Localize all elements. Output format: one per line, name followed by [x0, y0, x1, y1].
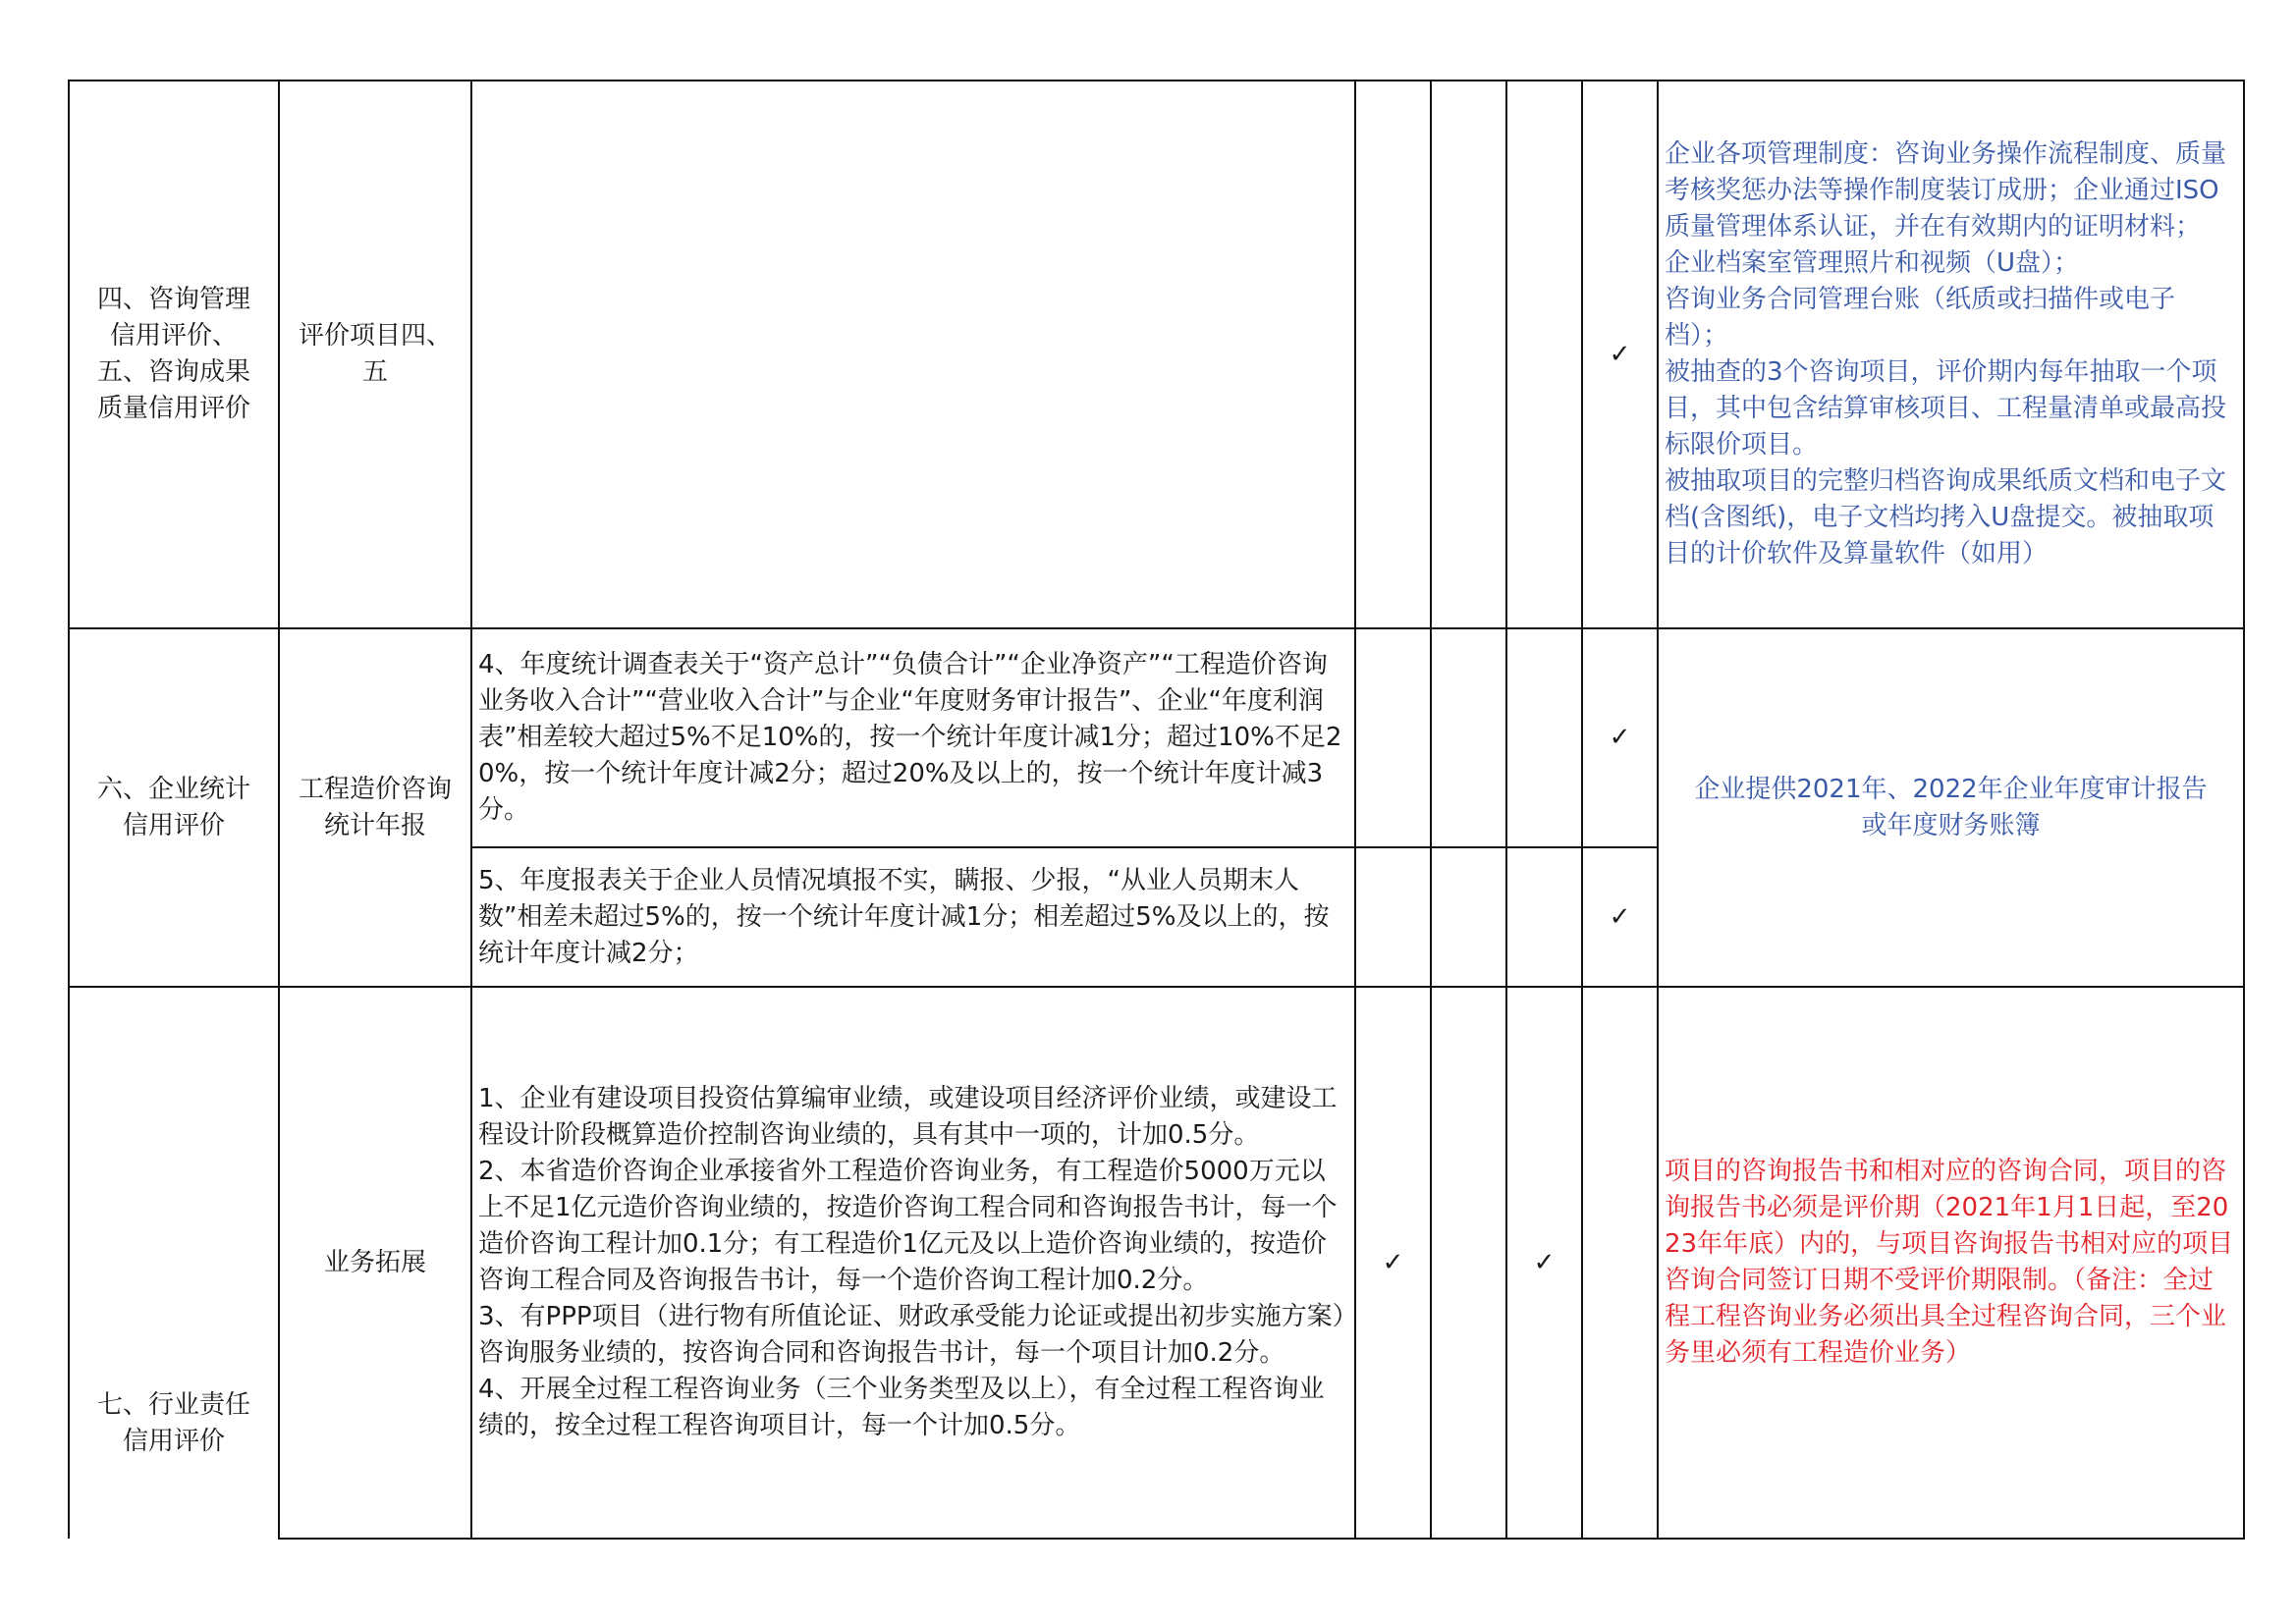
criteria-cell-statistics-5: 5、年度报表关于企业人员情况填报不实，瞒报、少报，“从业人员期末人数”相差未超过5%的，按一个统计年度计减1分；相差超过5%及以上的，按统计年度计减2分；: [471, 847, 1355, 987]
check-cell-1: [1355, 628, 1431, 847]
check-mark: ✓: [1533, 1247, 1556, 1277]
category-cell-statistics: 六、企业统计 信用评价: [69, 628, 279, 987]
table-row-statistics-a: [69, 628, 2244, 847]
check-cell-2: [1431, 987, 1506, 1539]
check-cell-1: [1355, 81, 1431, 628]
check-cell-1: [1355, 847, 1431, 987]
note-cell-business-expansion: 项目的咨询报告书和相对应的咨询合同，项目的咨询报告书必须是评价期（2021年1月1日起，至2023年年底）内的，与项目咨询报告书相对应的项目咨询合同签订日期不受评价期限制。（备注：全过程工程咨询业务必须出具全过程咨询合同，三个业务里必须有工程造价业务）: [1658, 987, 2244, 1539]
check-cell-4: [1582, 847, 1658, 987]
check-cell-3: [1506, 628, 1582, 847]
note-cell-management-quality: 企业各项管理制度：咨询业务操作流程制度、质量考核奖惩办法等操作制度装订成册；企业通过ISO质量管理体系认证，并在有效期内的证明材料； 企业档案室管理照片和视频（U盘）； 咨询业务合同管理台账（纸质或扫描件或电子档）； 被抽查的3个咨询项目，评价期内每年抽取一个项目，其中包含结算审核项目、工程量清单或最高投标限价项目。 被抽取项目的完整归档咨询成果纸质文档和电子文档(含图纸)，电子文档均拷入U盘提交。被抽取项目的计价软件及算量软件（如用）: [1658, 81, 2244, 628]
check-cell-1: [1355, 987, 1431, 1539]
category-cell-industry: 七、行业责任 信用评价: [69, 987, 279, 1539]
category-cell-management-quality: 四、咨询管理 信用评价、 五、咨询成果 质量信用评价: [69, 81, 279, 628]
criteria-cell-empty: [471, 81, 1355, 628]
check-mark: ✓: [1609, 723, 1631, 752]
check-cell-3: [1506, 987, 1582, 1539]
item-cell-statistics: 工程造价咨询 统计年报: [279, 628, 471, 987]
table-row-industry-responsibility: [69, 987, 2244, 1539]
check-cell-2: [1431, 847, 1506, 987]
item-cell-business-expansion: 业务拓展: [279, 987, 471, 1539]
check-cell-2: [1431, 628, 1506, 847]
criteria-cell-business-expansion: 1、企业有建设项目投资估算编审业绩，或建设项目经济评价业绩，或建设工程设计阶段概算造价控制咨询业绩的，具有其中一项的，计加0.5分。 2、本省造价咨询企业承接省外工程造价咨询业务，有工程造价5000万元以上不足1亿元造价咨询业绩的，按造价咨询工程合同和咨询报告书计，每一个造价咨询工程计加0.1分；有工程造价1亿元及以上造价咨询业绩的，按造价咨询工程合同及咨询报告书计，每一个造价咨询工程计加0.2分。 3、有PPP项目（进行物有所值论证、财政承受能力论证或提出初步实施方案）咨询服务业绩的，按咨询合同和咨询报告书计，每一个项目计加0.2分。 4、开展全过程工程咨询业务（三个业务类型及以上），有全过程工程咨询业绩的，按全过程工程咨询项目计，每一个计加0.5分。: [471, 987, 1355, 1539]
note-cell-statistics: 企业提供2021年、2022年企业年度审计报告 或年度财务账簿: [1658, 628, 2244, 987]
check-cell-3: [1506, 847, 1582, 987]
evaluation-table: [68, 80, 2245, 1540]
check-cell-2: [1431, 81, 1506, 628]
criteria-cell-statistics-4: 4、年度统计调查表关于“资产总计”“负债合计”“企业净资产”“工程造价咨询业务收入合计”“营业收入合计”与企业“年度财务审计报告”、企业“年度利润表”相差较大超过5%不足10%的，按一个统计年度计减1分；超过10%不足20%，按一个统计年度计减2分；超过20%及以上的，按一个统计年度计减3分。: [471, 628, 1355, 847]
check-mark: ✓: [1609, 901, 1631, 932]
item-cell-management-quality: 评价项目四、 五: [279, 81, 471, 628]
check-cell-4: [1582, 628, 1658, 847]
table-row-management-quality: [69, 81, 2244, 628]
check-cell-4: [1582, 81, 1658, 628]
check-cell-4: [1582, 987, 1658, 1539]
check-mark: ✓: [1609, 339, 1631, 369]
check-mark: ✓: [1382, 1247, 1404, 1277]
check-cell-3: [1506, 81, 1582, 628]
